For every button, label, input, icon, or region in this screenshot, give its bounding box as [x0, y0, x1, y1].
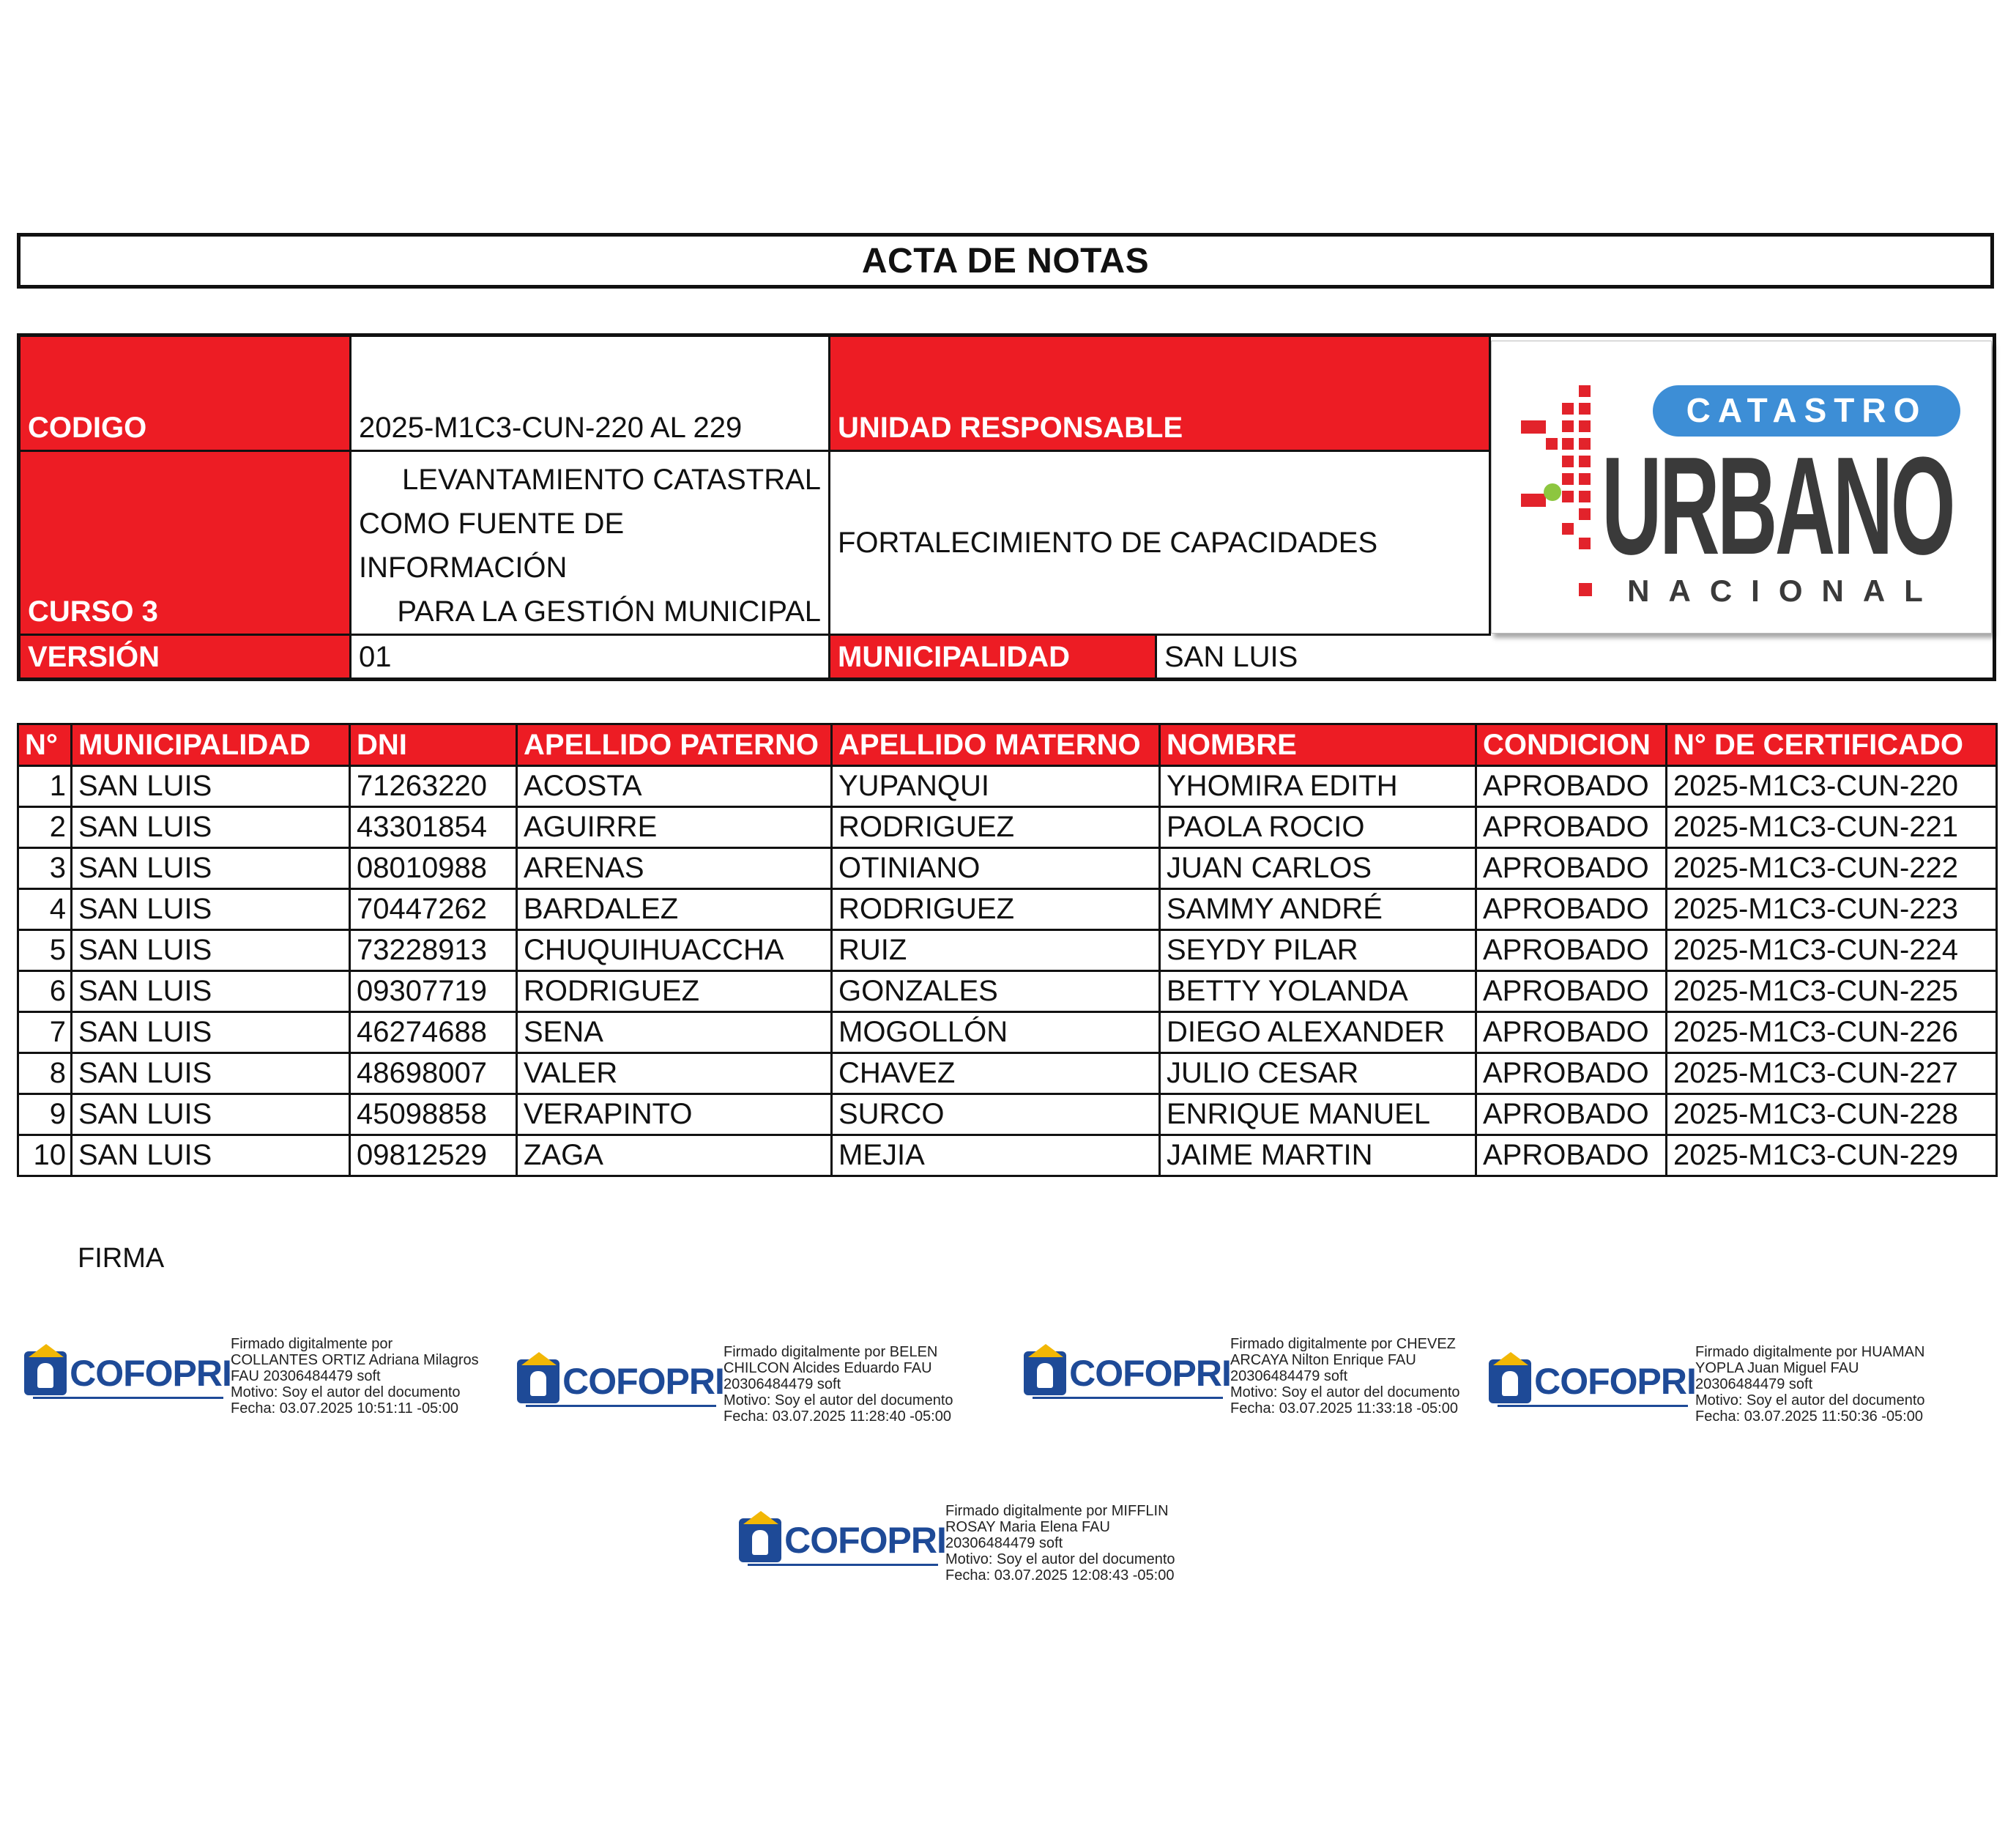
table-cell: SAN LUIS [72, 1135, 350, 1176]
table-cell: 8 [18, 1053, 72, 1094]
table-cell: APROBADO [1476, 1012, 1667, 1053]
table-cell: RUIZ [832, 930, 1160, 971]
table-cell: SENA [517, 1012, 832, 1053]
table-cell: 2025-M1C3-CUN-222 [1667, 848, 1997, 889]
table-cell: 2025-M1C3-CUN-228 [1667, 1094, 1997, 1135]
table-cell: APROBADO [1476, 930, 1667, 971]
digital-signature [745, 1503, 1175, 1584]
signature-text: Firmado digitalmente por HUAMAN YOPLA Juan Miguel FAU 20306484479 soft Motivo: Soy el autor del documento Fecha: 03.07.2025 11:50:36 -05:00 [1695, 1344, 1925, 1425]
column-header: APELLIDO MATERNO [832, 724, 1160, 766]
house-family-icon [1024, 1351, 1066, 1395]
table-cell: MOGOLLÓN [832, 1012, 1160, 1053]
table-cell: BETTY YOLANDA [1160, 971, 1476, 1012]
table-cell: APROBADO [1476, 1094, 1667, 1135]
table-cell: ACOSTA [517, 766, 832, 807]
cofopri-underline [1033, 1397, 1223, 1402]
table-cell: SAN LUIS [72, 848, 350, 889]
table-cell: PAOLA ROCIO [1160, 807, 1476, 848]
table-cell: RODRIGUEZ [832, 889, 1160, 930]
table-cell: RODRIGUEZ [832, 807, 1160, 848]
table-cell: CHUQUIHUACCHA [517, 930, 832, 971]
version-label [21, 636, 352, 677]
table-cell: JAIME MARTIN [1160, 1135, 1476, 1176]
municipalidad-label [830, 636, 1157, 677]
document-title: ACTA DE NOTAS [17, 233, 1994, 289]
house-family-icon [1489, 1359, 1531, 1403]
table-cell: GONZALES [832, 971, 1160, 1012]
house-family-icon [739, 1518, 781, 1562]
table-body [18, 766, 1997, 1176]
table-cell: 5 [18, 930, 72, 971]
cofopri-wordmark: COFOPRI [70, 1352, 231, 1394]
table-cell: APROBADO [1476, 766, 1667, 807]
table-cell: 46274688 [350, 1012, 517, 1053]
cofopri-wordmark: COFOPRI [1069, 1352, 1231, 1394]
table-cell: YUPANQUI [832, 766, 1160, 807]
table-cell: SAN LUIS [72, 807, 350, 848]
column-header: NOMBRE [1160, 724, 1476, 766]
table-cell: APROBADO [1476, 971, 1667, 1012]
table-cell: 2 [18, 807, 72, 848]
column-header: DNI [350, 724, 517, 766]
logo-bottom-word: NACIONAL [1627, 573, 1942, 608]
digital-signature [1495, 1344, 1925, 1425]
table-cell: SAN LUIS [72, 1012, 350, 1053]
firma-label: FIRMA [78, 1243, 165, 1274]
house-family-icon [517, 1359, 559, 1403]
column-header: APELLIDO PATERNO [517, 724, 832, 766]
table-cell: APROBADO [1476, 1053, 1667, 1094]
cofopri-wordmark: COFOPRI [562, 1360, 724, 1402]
table-cell: JUAN CARLOS [1160, 848, 1476, 889]
codigo-label [21, 337, 352, 452]
table-cell: 10 [18, 1135, 72, 1176]
municipalidad-label-text: MUNICIPALIDAD [838, 640, 1071, 673]
table-cell: SAN LUIS [72, 1053, 350, 1094]
house-family-icon [24, 1351, 67, 1395]
table-cell: 2025-M1C3-CUN-225 [1667, 971, 1997, 1012]
table-cell: YHOMIRA EDITH [1160, 766, 1476, 807]
unidad-value [830, 452, 1491, 636]
cofopri-logo [524, 1356, 724, 1413]
municipalidad-value [1157, 636, 1993, 677]
cofopri-logo [31, 1348, 231, 1405]
signature-text: Firmado digitalmente por MIFFLIN ROSAY Maria Elena FAU 20306484479 soft Motivo: Soy el autor del documento Fecha: 03.07.2025 12:08:43 -05:00 [945, 1503, 1175, 1584]
unidad-value-text: FORTALECIMIENTO DE CAPACIDADES [838, 527, 1378, 559]
table-cell: 2025-M1C3-CUN-221 [1667, 807, 1997, 848]
column-header: N° [18, 724, 72, 766]
table-cell: ZAGA [517, 1135, 832, 1176]
column-header: N° DE CERTIFICADO [1667, 724, 1997, 766]
cofopri-logo [1495, 1356, 1696, 1413]
table-cell: 09307719 [350, 971, 517, 1012]
version-value-text: 01 [359, 640, 392, 673]
table-cell: 3 [18, 848, 72, 889]
signature-text: Firmado digitalmente por COLLANTES ORTIZ Adriana Milagros FAU 20306484479 soft Motivo: Soy el autor del documento Fecha: 03.07.2025 10:51:11 -05:00 [231, 1336, 479, 1417]
cofopri-wordmark: COFOPRI [784, 1519, 946, 1561]
table-cell: SURCO [832, 1094, 1160, 1135]
unidad-label-text: UNIDAD RESPONSABLE [838, 412, 1183, 444]
table-cell: 09812529 [350, 1135, 517, 1176]
digital-signature [31, 1336, 479, 1417]
table-row [18, 1094, 1997, 1135]
column-header: CONDICION [1476, 724, 1667, 766]
table-cell: 2025-M1C3-CUN-229 [1667, 1135, 1997, 1176]
table-cell: 4 [18, 889, 72, 930]
curso-value-line-2: COMO FUENTE DE INFORMACIÓN [359, 508, 625, 584]
table-cell: ARENAS [517, 848, 832, 889]
catastro-urbano-logo-graphic [1492, 341, 1991, 633]
curso-label-text: CURSO 3 [28, 595, 158, 628]
table-cell: 2025-M1C3-CUN-223 [1667, 889, 1997, 930]
table-cell: 2025-M1C3-CUN-226 [1667, 1012, 1997, 1053]
curso-value-line-1: LEVANTAMIENTO CATASTRAL [402, 464, 821, 496]
table-cell: SAN LUIS [72, 766, 350, 807]
cofopri-underline [33, 1397, 223, 1402]
table-cell: OTINIANO [832, 848, 1160, 889]
table-cell: SAN LUIS [72, 889, 350, 930]
table-cell: 48698007 [350, 1053, 517, 1094]
logo-top-word: CATASTRO [1686, 391, 1927, 429]
table-cell: CHAVEZ [832, 1053, 1160, 1094]
course-header [17, 333, 1996, 681]
table-cell: 7 [18, 1012, 72, 1053]
codigo-value-text: 2025-M1C3-CUN-220 AL 229 [359, 412, 743, 444]
table-cell: 2025-M1C3-CUN-227 [1667, 1053, 1997, 1094]
table-header-row [18, 724, 1997, 766]
table-row [18, 1053, 1997, 1094]
table-cell: VERAPINTO [517, 1094, 832, 1135]
table-cell: SAN LUIS [72, 930, 350, 971]
table-cell: DIEGO ALEXANDER [1160, 1012, 1476, 1053]
curso-value-line-3: PARA LA GESTIÓN MUNICIPAL [397, 595, 821, 628]
table-row [18, 848, 1997, 889]
table-cell: SAN LUIS [72, 1094, 350, 1135]
signature-text: Firmado digitalmente por CHEVEZ ARCAYA Nilton Enrique FAU 20306484479 soft Motivo: Soy el autor del documento Fecha: 03.07.2025 11:33:18 -05:00 [1230, 1336, 1460, 1417]
table-cell: 6 [18, 971, 72, 1012]
column-header: MUNICIPALIDAD [72, 724, 350, 766]
table-cell: BARDALEZ [517, 889, 832, 930]
table-row [18, 889, 1997, 930]
table-cell: 2025-M1C3-CUN-220 [1667, 766, 1997, 807]
table-cell: 1 [18, 766, 72, 807]
curso-value [352, 452, 830, 636]
table-cell: APROBADO [1476, 807, 1667, 848]
table-cell: AGUIRRE [517, 807, 832, 848]
version-value [352, 636, 830, 677]
table-row [18, 971, 1997, 1012]
signature-text: Firmado digitalmente por BELEN CHILCON Alcides Eduardo FAU 20306484479 soft Motivo: Soy el autor del documento Fecha: 03.07.2025 11:28:40 -05:00 [724, 1344, 953, 1425]
table-cell: 43301854 [350, 807, 517, 848]
table-cell: 9 [18, 1094, 72, 1135]
table-cell: RODRIGUEZ [517, 971, 832, 1012]
table-cell: 73228913 [350, 930, 517, 971]
cofopri-wordmark: COFOPRI [1534, 1360, 1696, 1402]
table-cell: SAN LUIS [72, 971, 350, 1012]
cofopri-underline [1498, 1405, 1688, 1410]
table-cell: SAMMY ANDRÉ [1160, 889, 1476, 930]
table-row [18, 766, 1997, 807]
cofopri-underline [748, 1564, 938, 1569]
curso-label [21, 452, 352, 636]
table-row [18, 1135, 1997, 1176]
table-row [18, 930, 1997, 971]
grades-table [17, 723, 1998, 1177]
table-cell: 70447262 [350, 889, 517, 930]
digital-signature [524, 1344, 953, 1425]
table-cell: MEJIA [832, 1135, 1160, 1176]
table-cell: APROBADO [1476, 889, 1667, 930]
table-cell: 2025-M1C3-CUN-224 [1667, 930, 1997, 971]
table-cell: 45098858 [350, 1094, 517, 1135]
table-row [18, 1012, 1997, 1053]
table-cell: 71263220 [350, 766, 517, 807]
digital-signature [1030, 1336, 1460, 1417]
codigo-label-text: CODIGO [28, 412, 147, 444]
table-cell: SEYDY PILAR [1160, 930, 1476, 971]
table-cell: VALER [517, 1053, 832, 1094]
cofopri-underline [526, 1405, 716, 1410]
table-cell: ENRIQUE MANUEL [1160, 1094, 1476, 1135]
table-cell: APROBADO [1476, 848, 1667, 889]
table-row [18, 807, 1997, 848]
version-label-text: VERSIÓN [28, 640, 160, 673]
cofopri-logo [745, 1515, 946, 1572]
table-cell: 08010988 [350, 848, 517, 889]
cofopri-logo [1030, 1348, 1231, 1405]
unidad-label [830, 337, 1491, 452]
table-cell: APROBADO [1476, 1135, 1667, 1176]
table-cell: JULIO CESAR [1160, 1053, 1476, 1094]
catastro-urbano-logo [1491, 341, 1992, 634]
municipalidad-value-text: SAN LUIS [1164, 640, 1298, 673]
logo-main-word: URBANO [1602, 428, 1953, 584]
codigo-value [352, 337, 830, 452]
